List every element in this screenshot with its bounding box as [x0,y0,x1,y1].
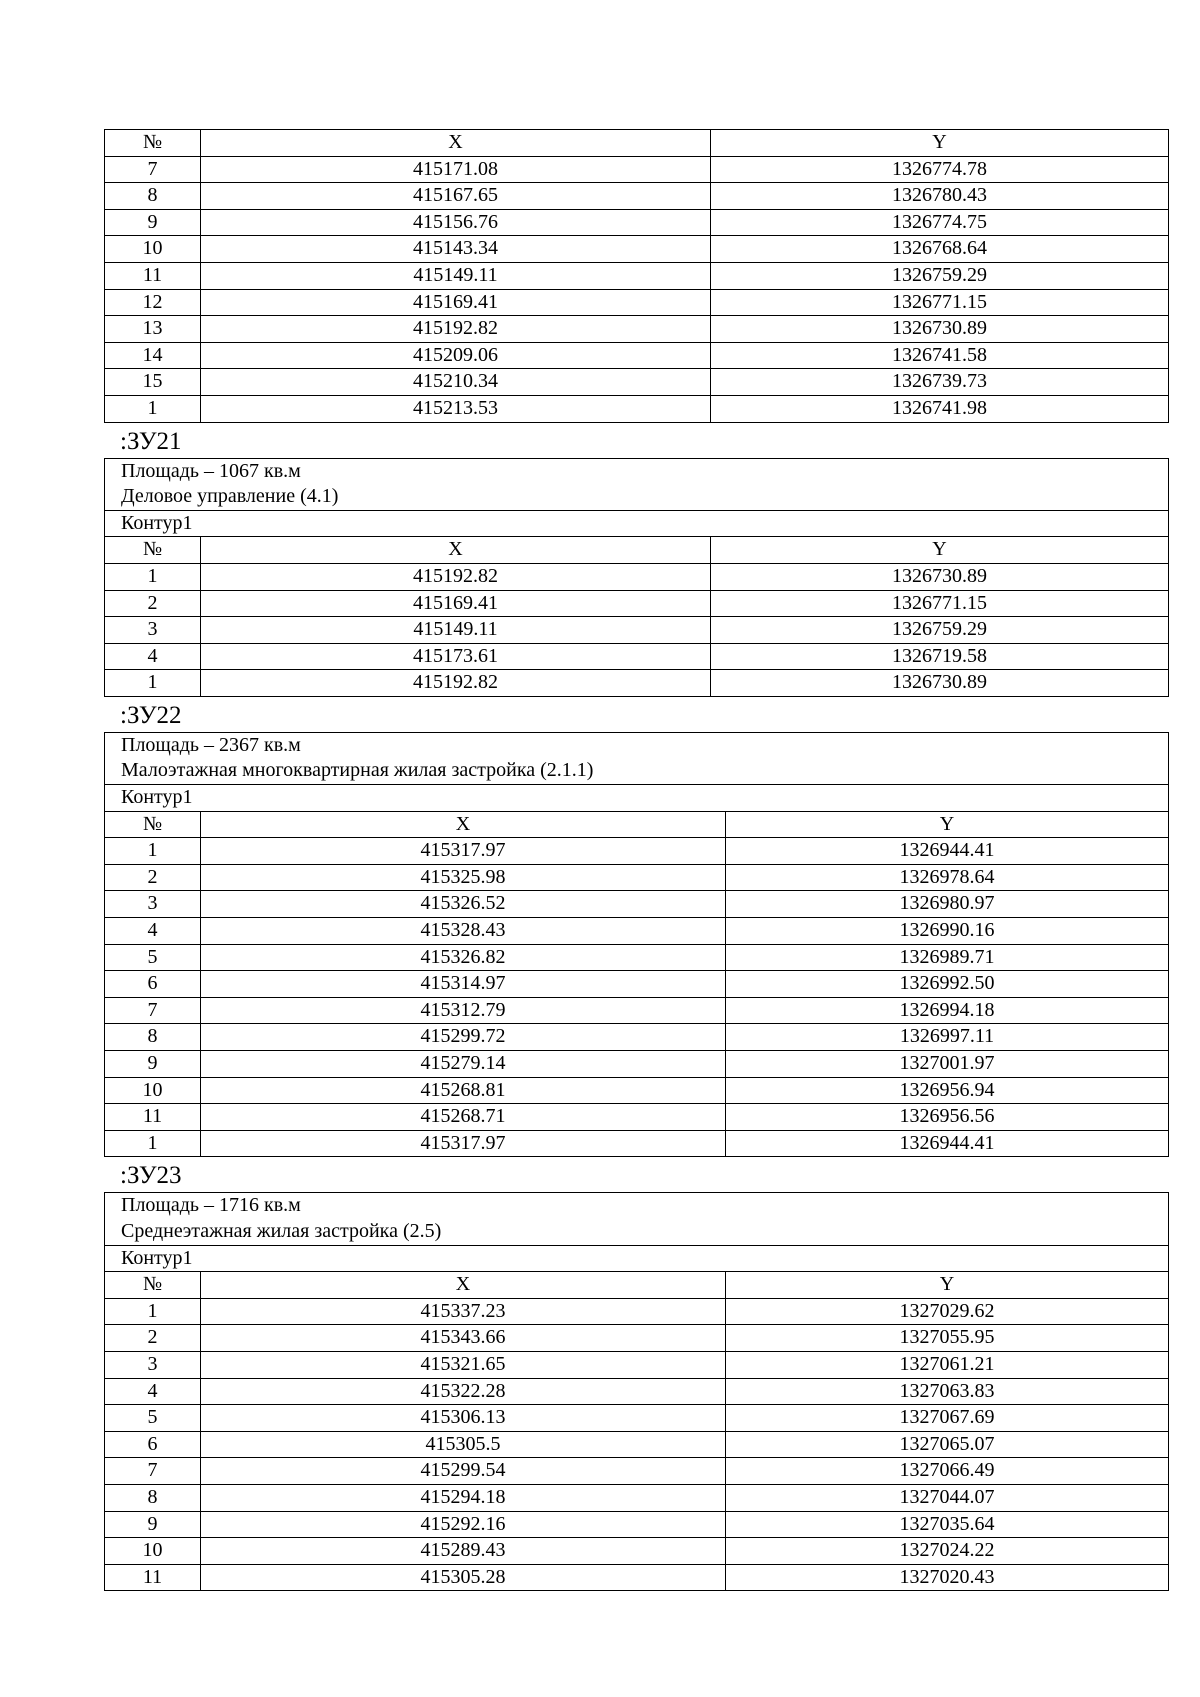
table-row [105,563,1169,590]
point-number: 5 [105,1405,201,1432]
coord-x: 415279.14 [201,1051,726,1078]
table-row [105,342,1169,369]
table-row [105,1538,1169,1565]
table-body [105,458,1169,696]
contour-label: Контур1 [105,510,1169,537]
table-header-row [105,1272,1169,1299]
coord-x: 415312.79 [201,997,726,1024]
point-number: 1 [105,1130,201,1157]
point-number: 10 [105,236,201,263]
table-row [105,1325,1169,1352]
coord-y: 1326978.64 [726,864,1169,891]
coord-y: 1327063.83 [726,1378,1169,1405]
table-row [105,864,1169,891]
table-body [105,732,1169,1157]
coord-x: 415171.08 [201,156,711,183]
coord-x: 415299.54 [201,1458,726,1485]
header-y: Y [711,537,1169,564]
coord-y: 1327067.69 [726,1405,1169,1432]
header-y: Y [711,130,1169,157]
contour-row [105,1245,1169,1272]
point-number: 1 [105,838,201,865]
coord-y: 1326741.58 [711,342,1169,369]
coordinates-table-continued [104,129,1169,423]
table-row [105,156,1169,183]
coord-x: 415322.28 [201,1378,726,1405]
plot-permitted-use: Среднеэтажная жилая застройка (2.5) [105,1219,1169,1245]
coord-x: 415156.76 [201,209,711,236]
coord-y: 1326774.75 [711,209,1169,236]
table-row [105,1564,1169,1591]
table-row [105,183,1169,210]
point-number: 9 [105,1511,201,1538]
table-row [105,1024,1169,1051]
contour-label: Контур1 [105,1245,1169,1272]
table-row [105,236,1169,263]
contour-row [105,785,1169,812]
point-number: 3 [105,891,201,918]
coord-y: 1326994.18 [726,997,1169,1024]
table-row [105,316,1169,343]
coord-y: 1326730.89 [711,316,1169,343]
coord-x: 415192.82 [201,670,711,697]
table-row [105,369,1169,396]
header-x: X [201,1272,726,1299]
point-number: 9 [105,1051,201,1078]
point-number: 6 [105,971,201,998]
table-row [105,997,1169,1024]
header-number: № [105,537,201,564]
coord-y: 1327066.49 [726,1458,1169,1485]
coord-x: 415149.11 [201,617,711,644]
coord-y: 1326944.41 [726,838,1169,865]
table-header-row [105,130,1169,157]
header-number: № [105,130,201,157]
coord-y: 1326771.15 [711,590,1169,617]
coord-y: 1326774.78 [711,156,1169,183]
table-row [105,590,1169,617]
area-row [105,732,1169,758]
coord-y: 1326992.50 [726,971,1169,998]
coord-x: 415169.41 [201,590,711,617]
point-number: 11 [105,1564,201,1591]
table-row [105,1511,1169,1538]
header-x: X [201,537,711,564]
plot-area: Площадь – 1716 кв.м [105,1193,1169,1219]
coord-x: 415305.5 [201,1431,726,1458]
point-number: 13 [105,316,201,343]
point-number: 11 [105,262,201,289]
point-number: 9 [105,209,201,236]
coord-y: 1326997.11 [726,1024,1169,1051]
point-number: 7 [105,997,201,1024]
point-number: 11 [105,1104,201,1131]
coord-x: 415209.06 [201,342,711,369]
coord-y: 1326759.29 [711,617,1169,644]
use-row [105,758,1169,784]
point-number: 15 [105,369,201,396]
document-page [104,129,1168,1591]
coord-y: 1327001.97 [726,1051,1169,1078]
point-number: 6 [105,1431,201,1458]
coord-y: 1326944.41 [726,1130,1169,1157]
table-row [105,395,1169,422]
coord-y: 1326739.73 [711,369,1169,396]
coord-x: 415299.72 [201,1024,726,1051]
point-number: 7 [105,1458,201,1485]
coord-y: 1327065.07 [726,1431,1169,1458]
table-row [105,1458,1169,1485]
coord-x: 415317.97 [201,1130,726,1157]
coord-x: 415268.81 [201,1077,726,1104]
point-number: 3 [105,617,201,644]
coord-y: 1326771.15 [711,289,1169,316]
point-number: 7 [105,156,201,183]
contour-label: Контур1 [105,785,1169,812]
coord-x: 415213.53 [201,395,711,422]
coord-x: 415149.11 [201,262,711,289]
plot-area: Площадь – 1067 кв.м [105,458,1169,484]
coord-x: 415167.65 [201,183,711,210]
coord-x: 415325.98 [201,864,726,891]
contour-row [105,510,1169,537]
coord-y: 1326719.58 [711,643,1169,670]
point-number: 1 [105,563,201,590]
use-row [105,484,1169,510]
point-number: 1 [105,670,201,697]
table-row [105,944,1169,971]
point-number: 10 [105,1077,201,1104]
point-number: 5 [105,944,201,971]
coord-y: 1327044.07 [726,1484,1169,1511]
coord-y: 1326990.16 [726,918,1169,945]
coord-y: 1326980.97 [726,891,1169,918]
header-x: X [201,811,726,838]
header-number: № [105,811,201,838]
coord-y: 1326741.98 [711,395,1169,422]
coord-x: 415343.66 [201,1325,726,1352]
table-row [105,643,1169,670]
table-body [105,1193,1169,1591]
coord-x: 415210.34 [201,369,711,396]
coord-y: 1326730.89 [711,670,1169,697]
point-number: 8 [105,1024,201,1051]
point-number: 2 [105,1325,201,1352]
table-row [105,1405,1169,1432]
table-row [105,209,1169,236]
table-row [105,918,1169,945]
coord-y: 1326759.29 [711,262,1169,289]
coord-y: 1327061.21 [726,1351,1169,1378]
coord-x: 415289.43 [201,1538,726,1565]
plot-title-zu22: :ЗУ22 [120,701,182,729]
table-header-row [105,811,1169,838]
table-row [105,1077,1169,1104]
coord-x: 415337.23 [201,1298,726,1325]
table-row [105,971,1169,998]
coordinates-table-zu21 [104,458,1169,697]
coord-y: 1326730.89 [711,563,1169,590]
header-y: Y [726,1272,1169,1299]
coord-x: 415305.28 [201,1564,726,1591]
coord-x: 415306.13 [201,1405,726,1432]
plot-permitted-use: Деловое управление (4.1) [105,484,1169,510]
header-number: № [105,1272,201,1299]
point-number: 8 [105,183,201,210]
table-row [105,1051,1169,1078]
table-row [105,617,1169,644]
coord-x: 415328.43 [201,918,726,945]
table-row [105,1298,1169,1325]
coord-x: 415294.18 [201,1484,726,1511]
coord-y: 1326780.43 [711,183,1169,210]
plot-title-zu21: :ЗУ21 [120,427,182,455]
coord-x: 415326.82 [201,944,726,971]
coord-x: 415192.82 [201,316,711,343]
point-number: 1 [105,1298,201,1325]
coord-x: 415143.34 [201,236,711,263]
coord-x: 415292.16 [201,1511,726,1538]
coord-y: 1326989.71 [726,944,1169,971]
coord-x: 415169.41 [201,289,711,316]
table-row [105,1484,1169,1511]
point-number: 3 [105,1351,201,1378]
table-row [105,289,1169,316]
coord-y: 1326956.94 [726,1077,1169,1104]
coord-x: 415192.82 [201,563,711,590]
coord-y: 1327024.22 [726,1538,1169,1565]
point-number: 4 [105,1378,201,1405]
area-row [105,1193,1169,1219]
point-number: 1 [105,395,201,422]
plot-title-zu23: :ЗУ23 [120,1162,182,1190]
coord-x: 415268.71 [201,1104,726,1131]
table-row [105,1104,1169,1131]
coord-x: 415317.97 [201,838,726,865]
coordinates-table-zu22 [104,732,1169,1158]
table-row [105,891,1169,918]
table-row [105,670,1169,697]
point-number: 4 [105,918,201,945]
table-row [105,1431,1169,1458]
point-number: 4 [105,643,201,670]
coord-y: 1327020.43 [726,1564,1169,1591]
table-row [105,1130,1169,1157]
coord-x: 415314.97 [201,971,726,998]
coord-y: 1327035.64 [726,1511,1169,1538]
coord-x: 415321.65 [201,1351,726,1378]
point-number: 14 [105,342,201,369]
coord-x: 415173.61 [201,643,711,670]
use-row [105,1219,1169,1245]
point-number: 2 [105,590,201,617]
header-x: X [201,130,711,157]
area-row [105,458,1169,484]
coord-y: 1327055.95 [726,1325,1169,1352]
plot-permitted-use: Малоэтажная многоквартирная жилая застройка (2.1.1) [105,758,1169,784]
plot-area: Площадь – 2367 кв.м [105,732,1169,758]
coordinates-table-zu23 [104,1192,1169,1591]
coord-y: 1327029.62 [726,1298,1169,1325]
point-number: 2 [105,864,201,891]
point-number: 10 [105,1538,201,1565]
coord-x: 415326.52 [201,891,726,918]
table-row [105,1378,1169,1405]
header-y: Y [726,811,1169,838]
point-number: 8 [105,1484,201,1511]
table-header-row [105,537,1169,564]
table-row [105,838,1169,865]
point-number: 12 [105,289,201,316]
table-row [105,262,1169,289]
coord-y: 1326956.56 [726,1104,1169,1131]
coord-y: 1326768.64 [711,236,1169,263]
table-body [105,130,1169,423]
table-row [105,1351,1169,1378]
